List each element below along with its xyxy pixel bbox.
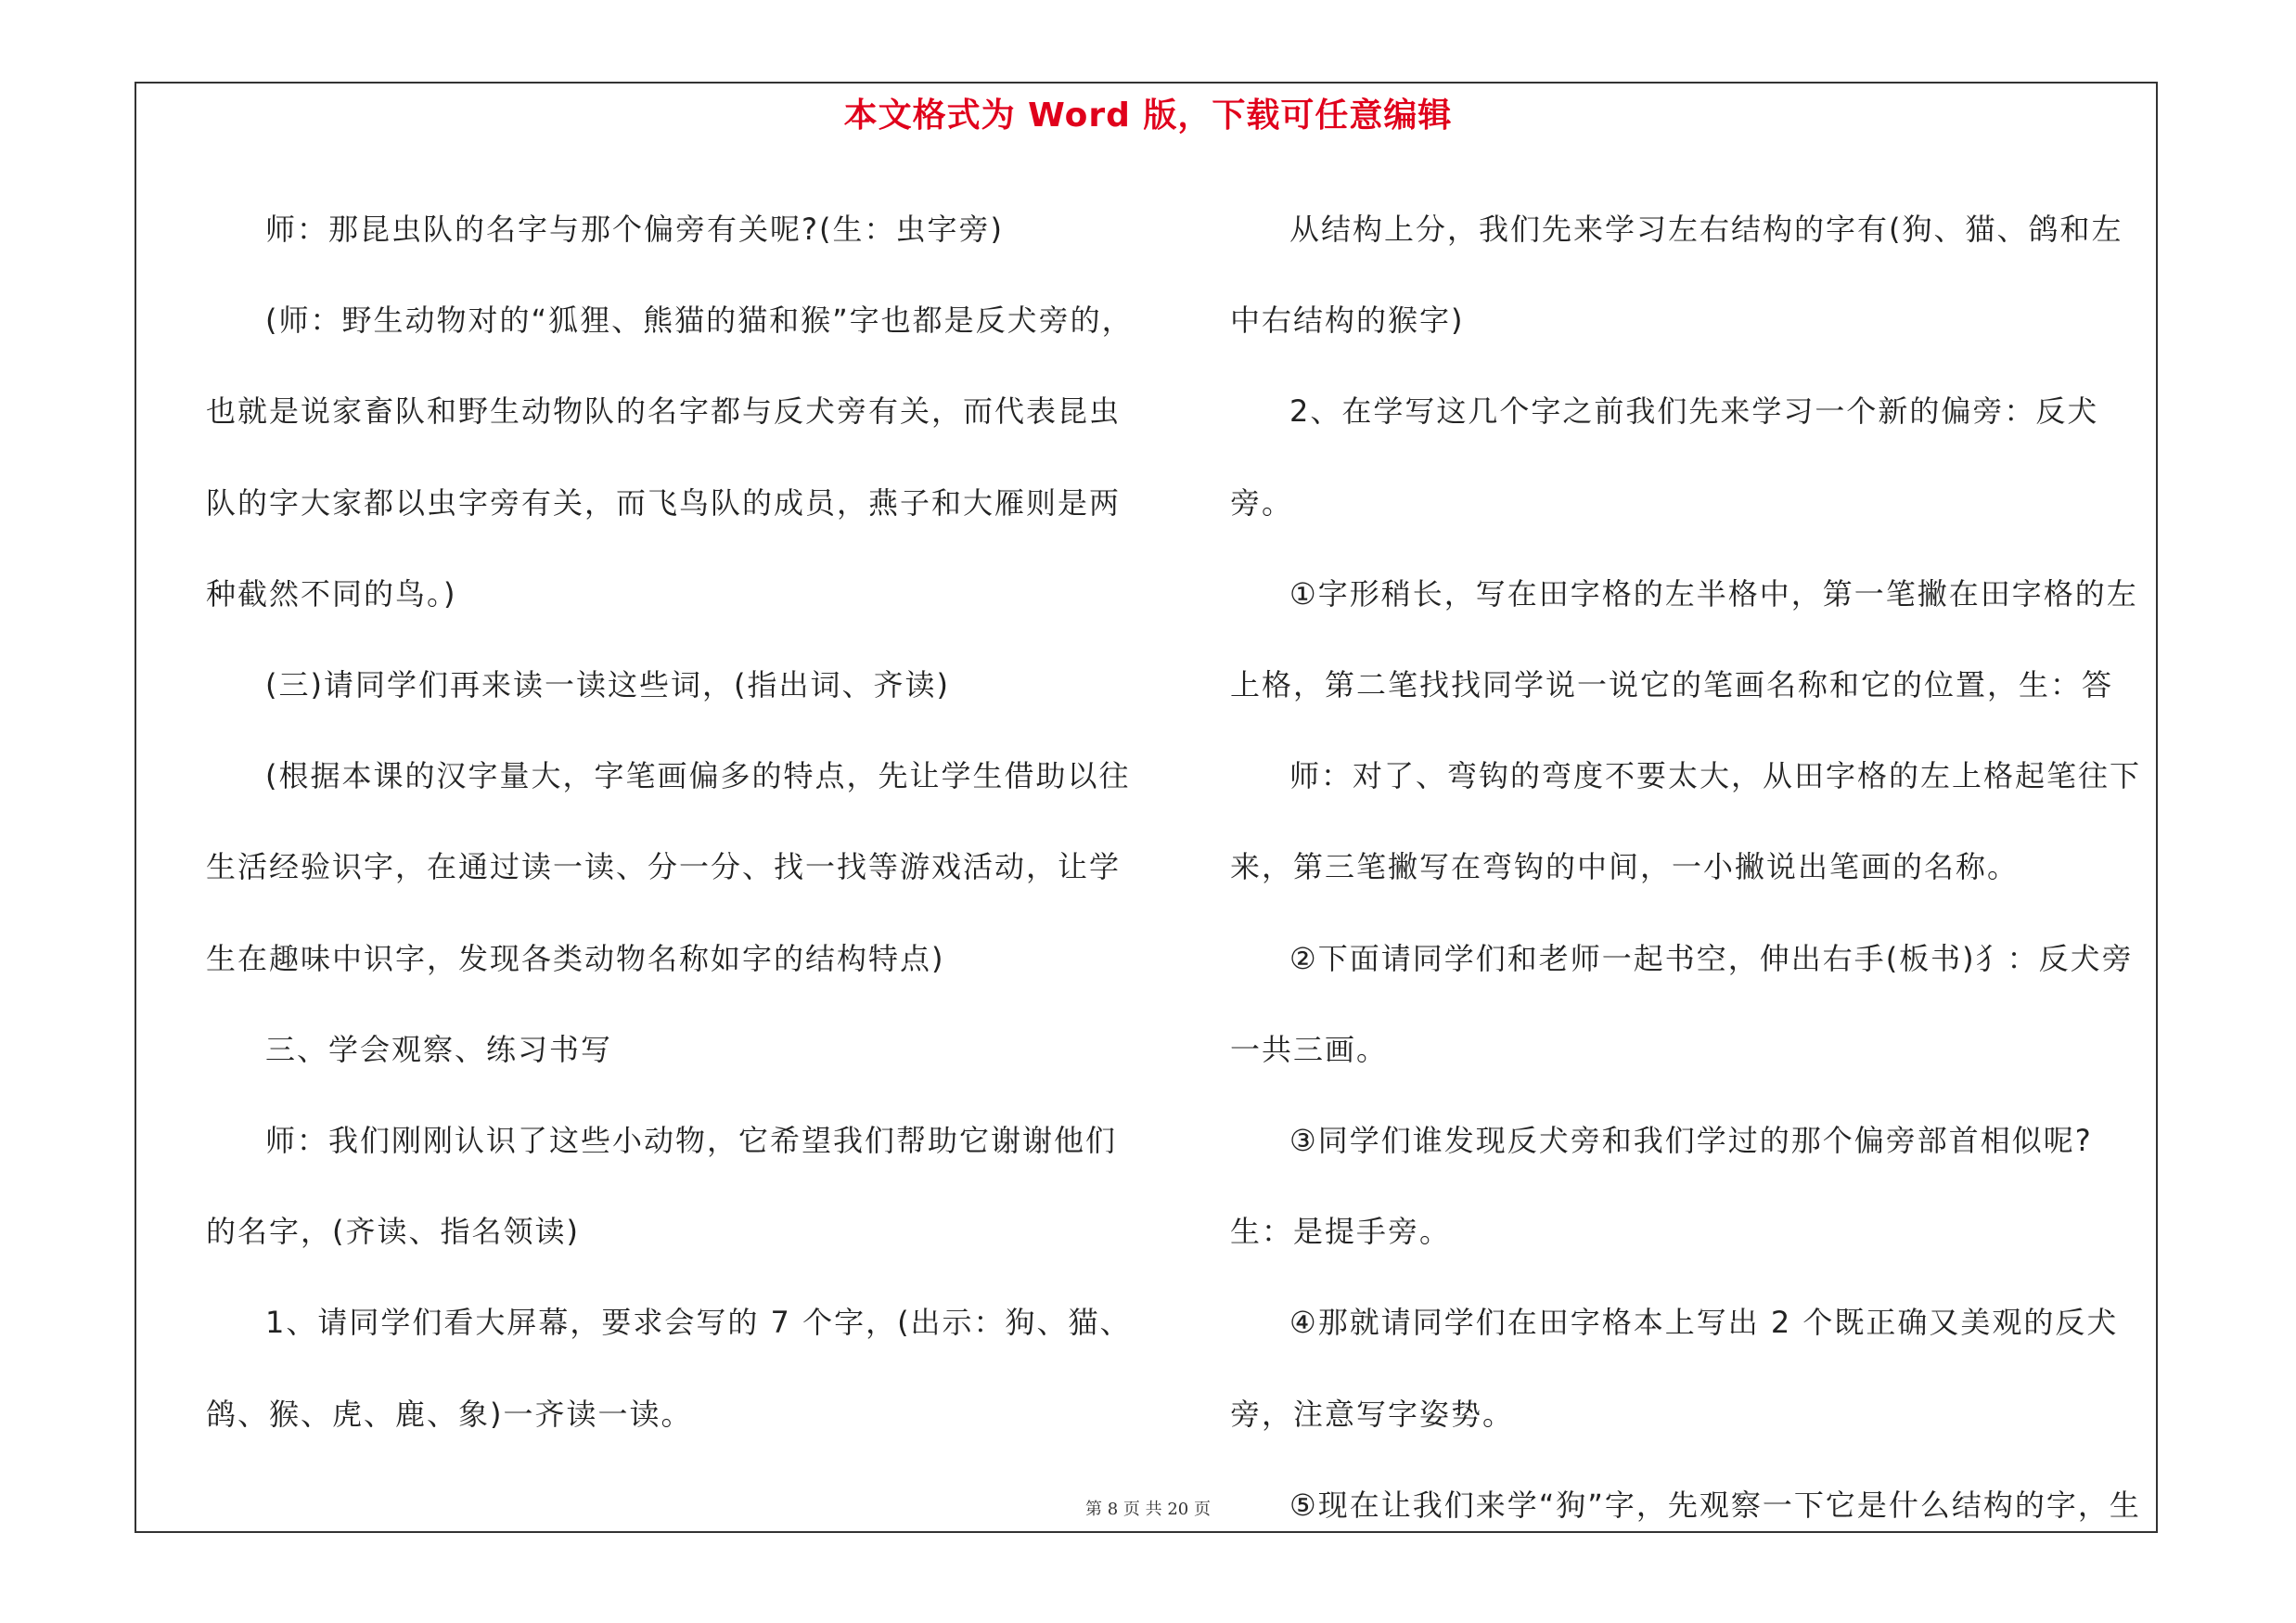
paragraph: (三)请同学们再来读一读这些词，(指出词、齐读): [265, 667, 950, 703]
paragraph: ⑤现在让我们来学“狗”字，先观察一下它是什么结构的字，生: [1289, 1487, 2141, 1523]
paragraph: 1、请同学们看大屏幕，要求会写的 7 个字，(出示：狗、猫、鸽、猴、虎、鹿、象)一齐读一读。: [206, 1305, 1132, 1432]
left-text-column: [206, 184, 1143, 1460]
paragraph: (师：野生动物对的“狐狸、熊猫的猫和猴”字也都是反犬旁的，也就是说家畜队和野生动物队的名字都与反犬旁有关，而代表昆虫队的字大家都以虫字旁有关，而飞鸟队的成员，燕子和大雁则是两种截然不同的鸟。): [206, 303, 1134, 612]
format-notice-banner: 本文格式为 Word 版，下载可任意编辑: [843, 97, 1453, 135]
paragraph: 师：我们刚刚认识了这些小动物，它希望我们帮助它谢谢他们的名字，(齐读、指名领读): [206, 1123, 1118, 1250]
page-number-footer: 第 8 页 共 20 页: [1085, 1500, 1211, 1519]
paragraph: ③同学们谁发现反犬旁和我们学过的那个偏旁部首相似呢?生：是提手旁。: [1230, 1123, 2093, 1250]
right-text-column: [1230, 184, 2148, 1551]
paragraph: ②下面请同学们和老师一起书空，伸出右手(板书)犭：反犬旁一共三画。: [1230, 940, 2134, 1067]
paragraph: 师：对了、弯钩的弯度不要太大，从田字格的左上格起笔往下来，第三笔撇写在弯钩的中间，一小撇说出笔画的名称。: [1230, 758, 2142, 885]
paragraph: ①字形稍长，写在田字格的左半格中，第一笔撇在田字格的左上格，第二笔找找同学说一说它的笔画名称和它的位置，生：答: [1230, 575, 2138, 703]
paragraph: 三、学会观察、练习书写: [265, 1031, 613, 1067]
paragraph: 2、在学写这几个字之前我们先来学习一个新的偏旁：反犬旁。: [1230, 393, 2099, 521]
paragraph: 师：那昆虫队的名字与那个偏旁有关呢?(生：虫字旁): [265, 212, 1004, 247]
paragraph: 从结构上分，我们先来学习左右结构的字有(狗、猫、鸽和左中右结构的猴字): [1230, 212, 2123, 339]
paragraph: (根据本课的汉字量大，字笔画偏多的特点，先让学生借助以往生活经验识字，在通过读一读、分一分、找一找等游戏活动，让学生在趣味中识字，发现各类动物名称如字的结构特点): [206, 758, 1131, 976]
paragraph: ④那就请同学们在田字格本上写出 2 个既正确又美观的反犬旁，注意写字姿势。: [1230, 1305, 2119, 1432]
